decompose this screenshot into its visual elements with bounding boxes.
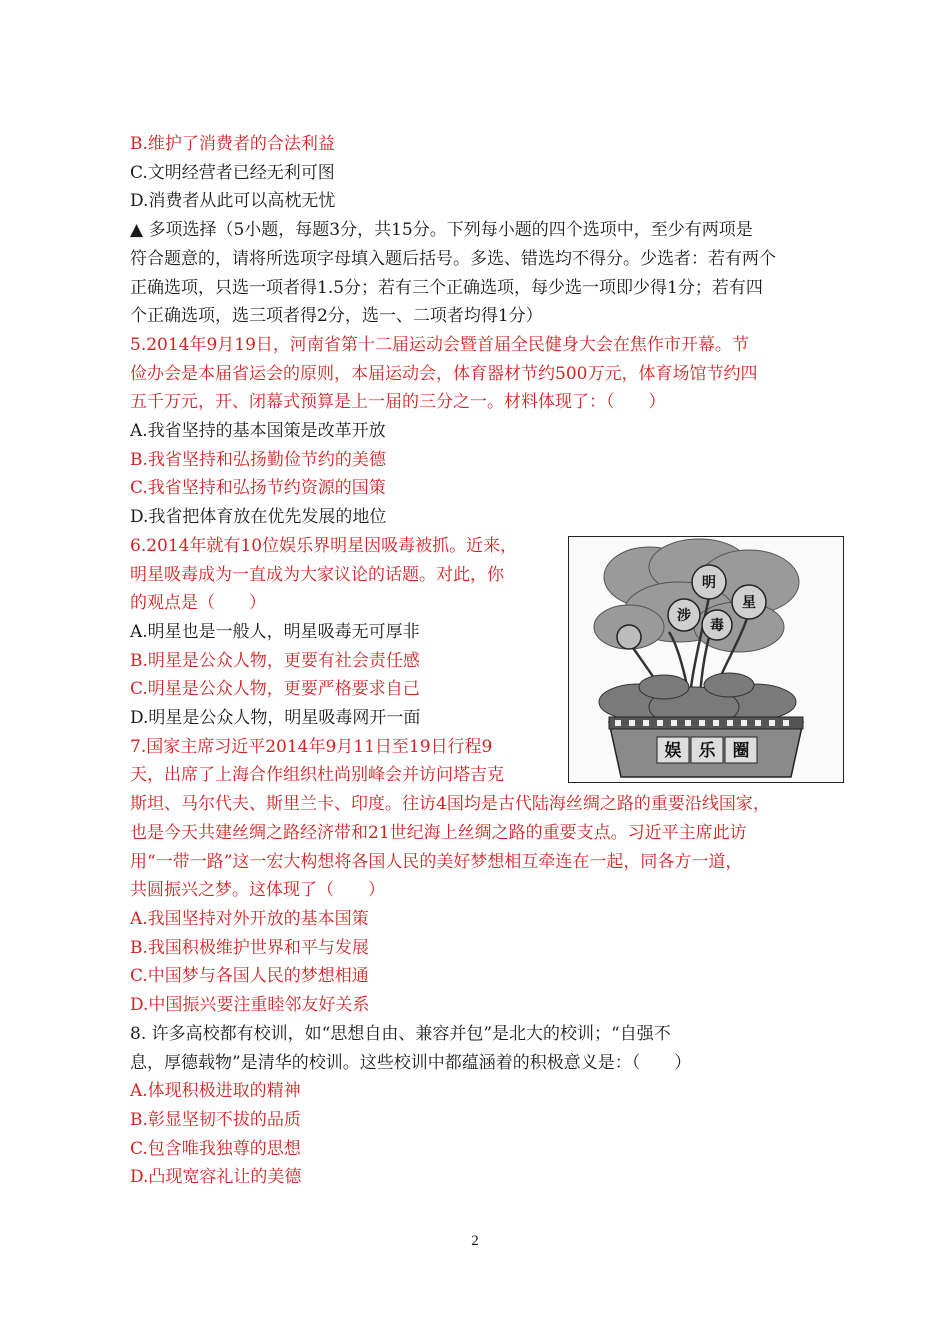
flower-label-3: 涉 xyxy=(677,608,691,624)
section-instructions xyxy=(130,216,825,331)
cartoon-drawing xyxy=(569,537,843,782)
q7-stem-3: 斯坦、马尔代夫、斯里兰卡、印度。往访4国均是古代陆海丝绸之路的重要沿线国家， xyxy=(130,794,770,815)
q7-stem-6: 共圆振兴之梦。这体现了（ ） xyxy=(130,880,385,901)
q4-option-b: B.维护了消费者的合法利益 xyxy=(130,134,335,154)
q5-stem-3: 五千万元，开、闭幕式预算是上一届的三分之一。材料体现了：（ ） xyxy=(130,392,666,413)
q7-option-a: A.我国坚持对外开放的基本国策 xyxy=(130,908,369,929)
flower-label-4: 毒 xyxy=(710,618,724,634)
q6-stem-1: 6.2014年就有10位娱乐界明星因吸毒被抓。近来， xyxy=(130,535,518,556)
q6-option-a: A.明星也是一般人，明星吸毒无可厚非 xyxy=(130,621,420,642)
section-line-3: 正确选项，只选一项者得1.5分；若有三个正确选项，每少选一项即少得1分；若有四 xyxy=(130,277,763,298)
q5-stem-1: 5.2014年9月19日，河南省第十二届运动会暨首届全民健身大会在焦作市开幕。节 xyxy=(130,334,749,355)
q4-options xyxy=(130,130,825,216)
q8-stem-2: 息，厚德载物”是清华的校训。这些校训中都蕴涵着的积极意义是：（ ） xyxy=(130,1052,692,1073)
section-line-2: 符合题意的，请将所选项字母填入题后括号。多选、错选均不得分。少选者：若有两个 xyxy=(130,248,776,269)
pot-label-3: 圈 xyxy=(732,741,750,761)
pot-label-2: 乐 xyxy=(698,741,716,761)
q7-option-d: D.中国振兴要注重睦邻友好关系 xyxy=(130,995,370,1016)
q8-option-d: D.凸现宽容礼让的美德 xyxy=(130,1167,302,1188)
section-line-4: 个正确选项，选三项者得2分，选一、二项者均得1分） xyxy=(130,306,543,327)
q6-option-b: B.明星是公众人物，更要有社会责任感 xyxy=(130,650,420,671)
flower-label-2: 星 xyxy=(742,595,756,611)
q5-option-b: B.我省坚持和弘扬勤俭节约的美德 xyxy=(130,449,386,470)
section-line-1: ▲ 多项选择（5小题，每题3分，共15分。下列每小题的四个选项中，至少有两项是 xyxy=(130,220,753,241)
q6-stem-2: 明星吸毒成为一直成为大家议论的话题。对此，你 xyxy=(130,564,504,585)
q7-option-c: C.中国梦与各国人民的梦想相通 xyxy=(130,966,369,987)
q5-option-c: C.我省坚持和弘扬节约资源的国策 xyxy=(130,478,386,499)
question-8 xyxy=(130,1020,825,1192)
q7-stem-2: 天，出席了上海合作组织杜尚别峰会并访问塔吉克 xyxy=(130,765,504,786)
pot-label-1: 娱 xyxy=(664,741,682,761)
q7-stem-5: 用“一带一路”这一宏大构想将各国人民的美好梦想相互牵连在一起，同各方一道， xyxy=(130,851,743,872)
cartoon-illustration xyxy=(568,536,844,783)
q7-stem-1: 7.国家主席习近平2014年9月11日至19日行程9 xyxy=(130,736,493,757)
q7-stem-4: 也是今天共建丝绸之路经济带和21世纪海上丝绸之路的重要支点。习近平主席此访 xyxy=(130,822,747,843)
q4-option-d: D.消费者从此可以高枕无忧 xyxy=(130,191,336,212)
q5-option-d: D.我省把体育放在优先发展的地位 xyxy=(130,507,387,528)
q4-option-c: C.文明经营者已经无利可图 xyxy=(130,162,335,183)
flower-label-1: 明 xyxy=(702,575,716,591)
q8-option-a: A.体现积极进取的精神 xyxy=(130,1081,301,1102)
q8-stem-1: 8. 许多高校都有校训，如“思想自由、兼容并包”是北大的校训；“自强不 xyxy=(130,1023,671,1044)
question-5 xyxy=(130,331,825,532)
q6-stem-3: 的观点是（ ） xyxy=(130,593,266,614)
q6-option-c: C.明星是公众人物，更要严格要求自己 xyxy=(130,679,420,700)
q8-option-b: B.彰显坚韧不拔的品质 xyxy=(130,1109,301,1130)
q6-option-d: D.明星是公众人物，明星吸毒网开一面 xyxy=(130,708,421,729)
q5-stem-2: 俭办会是本届省运会的原则，本届运动会，体育器材节约500万元，体育场馆节约四 xyxy=(130,363,758,384)
q5-option-a: A.我省坚持的基本国策是改革开放 xyxy=(130,421,386,442)
q7-option-b: B.我国积极维护世界和平与发展 xyxy=(130,937,369,958)
page-number: 2 xyxy=(471,1233,479,1249)
q8-option-c: C.包含唯我独尊的思想 xyxy=(130,1138,301,1159)
